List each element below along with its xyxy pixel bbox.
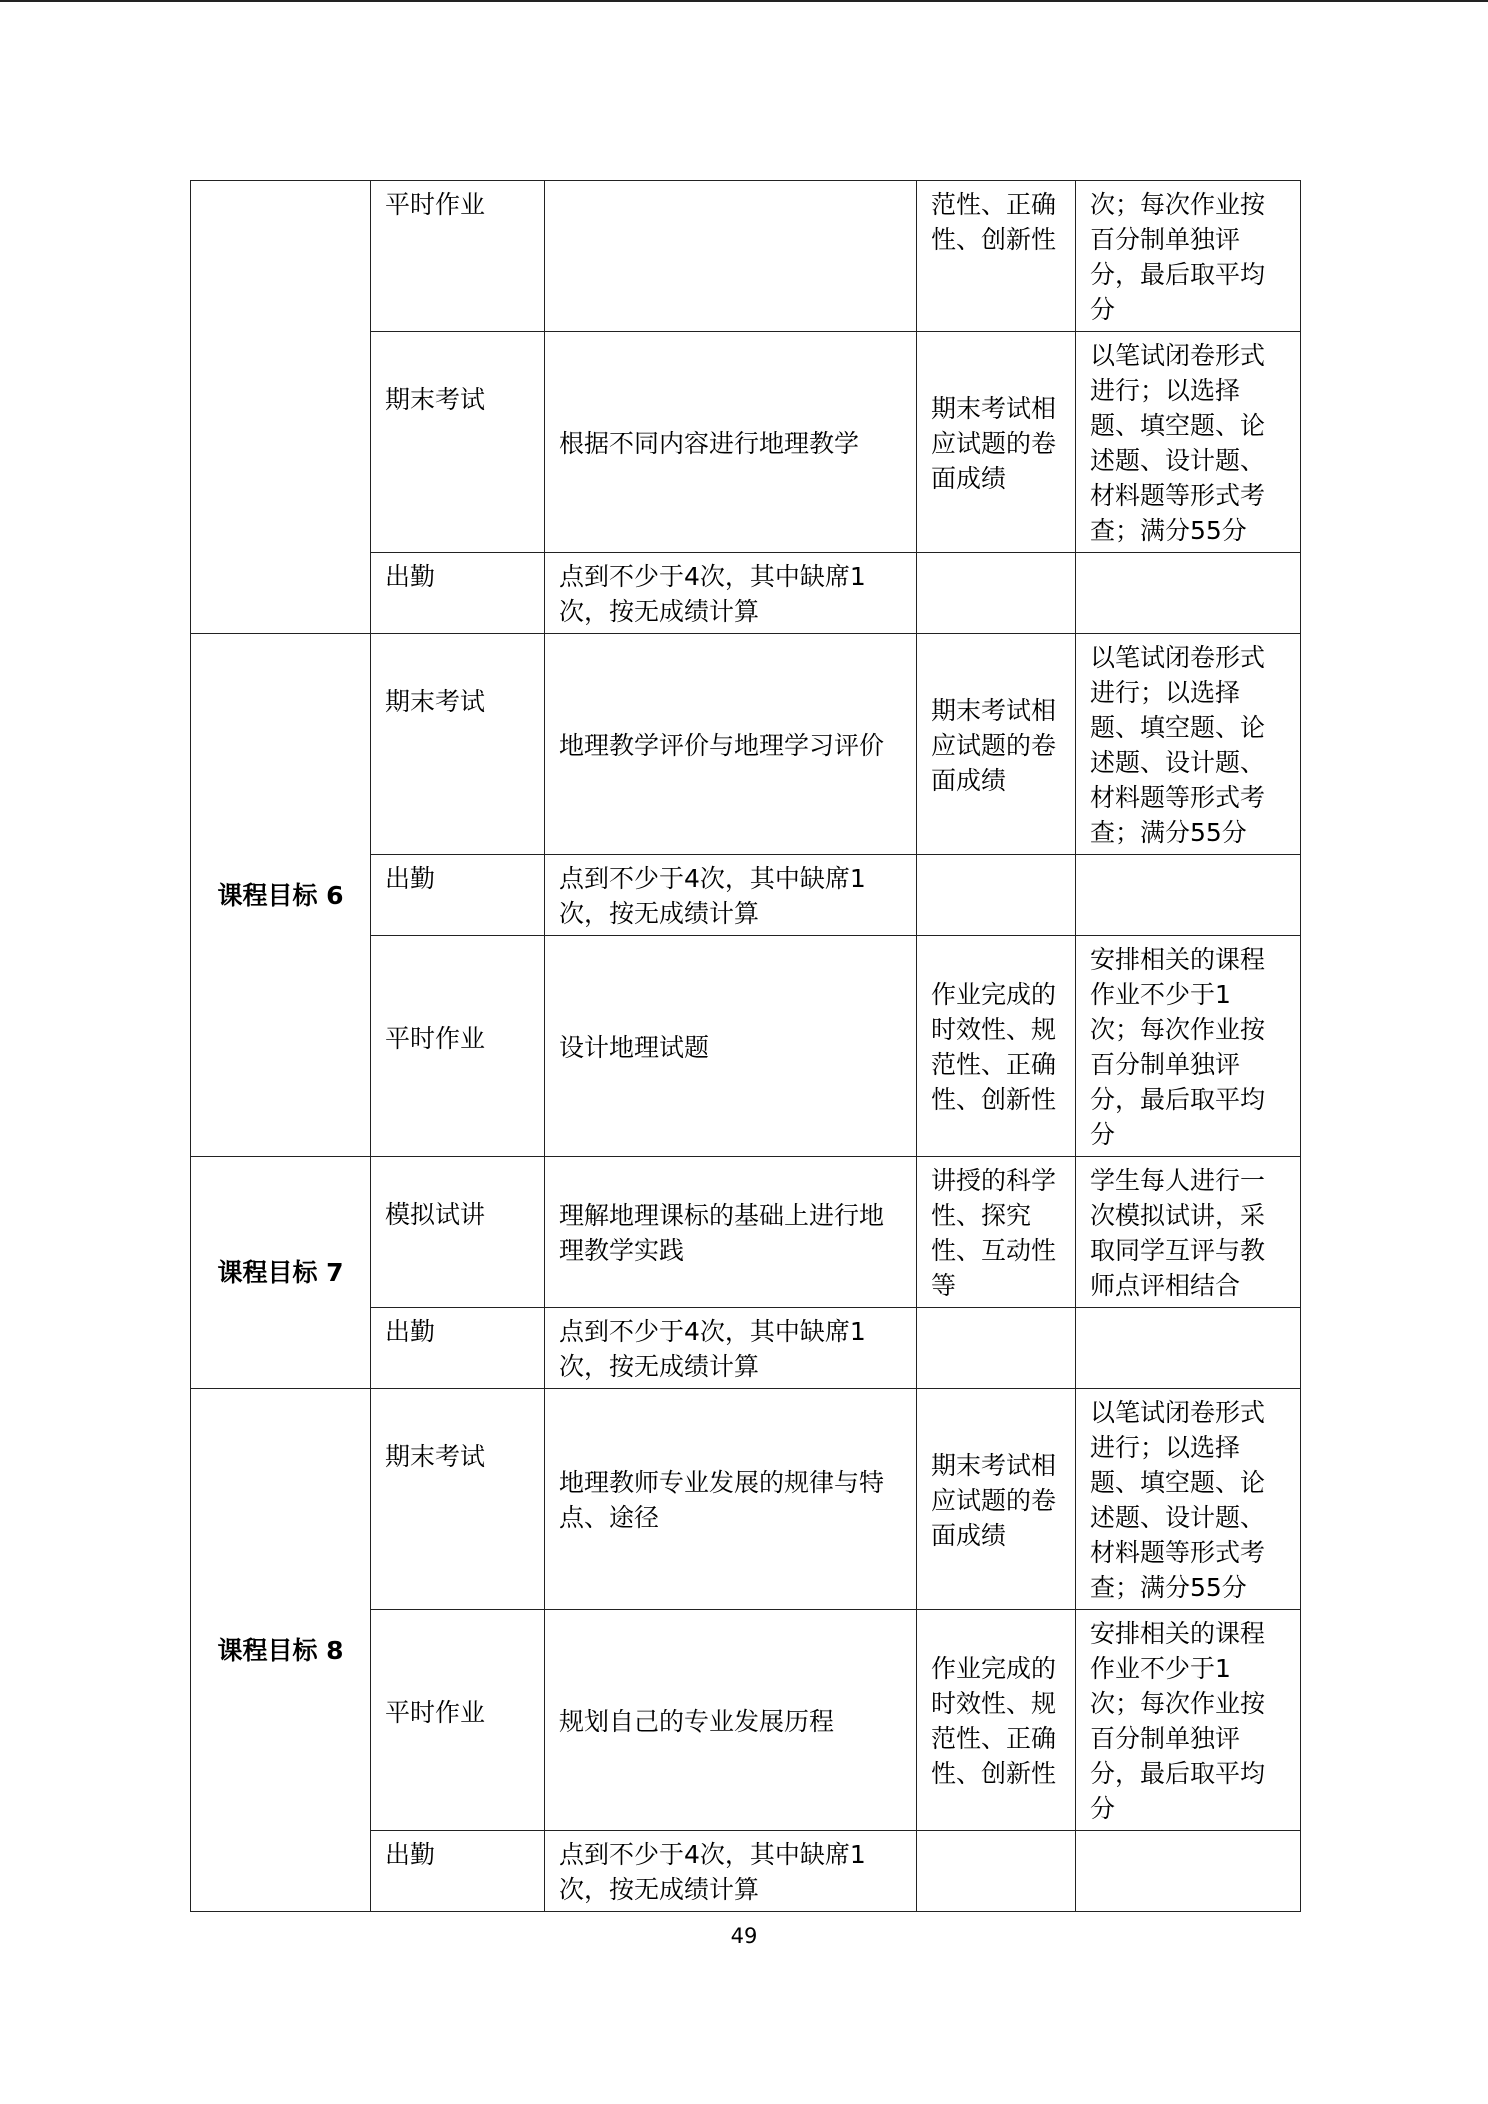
assessment-content-cell: 点到不少于4次，其中缺席1 次，按无成绩计算 [545, 855, 917, 936]
evaluation-note-cell: 学生每人进行一 次模拟试讲，采 取同学互评与教 师点评相结合 [1076, 1157, 1301, 1308]
evaluation-criteria-cell [917, 553, 1076, 634]
assessment-method-cell: 平时作业 [371, 181, 545, 332]
assessment-method-cell: 模拟试讲 [371, 1157, 545, 1308]
table-row [191, 1389, 1301, 1610]
assessment-content-cell: 理解地理课标的基础上进行地 理教学实践 [545, 1157, 917, 1308]
evaluation-criteria-cell [917, 1831, 1076, 1912]
assessment-content-cell: 点到不少于4次，其中缺席1 次，按无成绩计算 [545, 1308, 917, 1389]
assessment-method-cell: 期末考试 [371, 332, 545, 553]
evaluation-note-cell: 安排相关的课程 作业不少于1 次；每次作业按 百分制单独评 分，最后取平均 分 [1076, 1610, 1301, 1831]
assessment-method-cell: 期末考试 [371, 1389, 545, 1610]
evaluation-criteria-cell [917, 855, 1076, 936]
evaluation-note-cell [1076, 855, 1301, 936]
assessment-method-cell: 平时作业 [371, 936, 545, 1157]
evaluation-note-cell: 次；每次作业按 百分制单独评 分，最后取平均 分 [1076, 181, 1301, 332]
table-row [191, 181, 1301, 332]
evaluation-criteria-cell: 期末考试相 应试题的卷 面成绩 [917, 634, 1076, 855]
assessment-method-cell: 出勤 [371, 1308, 545, 1389]
assessment-method-cell: 期末考试 [371, 634, 545, 855]
evaluation-note-cell: 以笔试闭卷形式 进行；以选择 题、填空题、论 述题、设计题、 材料题等形式考 查；满分55分 [1076, 1389, 1301, 1610]
evaluation-criteria-cell: 期末考试相 应试题的卷 面成绩 [917, 332, 1076, 553]
evaluation-note-cell [1076, 1831, 1301, 1912]
assessment-content-cell [545, 181, 917, 332]
course-goal-6-cell: 课程目标 6 [191, 634, 371, 1157]
evaluation-note-cell: 以笔试闭卷形式 进行；以选择 题、填空题、论 述题、设计题、 材料题等形式考 查；满分55分 [1076, 634, 1301, 855]
evaluation-criteria-cell [917, 1308, 1076, 1389]
table-row [191, 1157, 1301, 1308]
assessment-content-cell: 设计地理试题 [545, 936, 917, 1157]
assessment-content-cell: 规划自己的专业发展历程 [545, 1610, 917, 1831]
assessment-content-cell: 地理教师专业发展的规律与特 点、途径 [545, 1389, 917, 1610]
assessment-method-cell: 出勤 [371, 855, 545, 936]
assessment-method-cell: 出勤 [371, 1831, 545, 1912]
assessment-method-cell: 平时作业 [371, 1610, 545, 1831]
assessment-content-cell: 点到不少于4次，其中缺席1 次，按无成绩计算 [545, 1831, 917, 1912]
evaluation-criteria-cell: 作业完成的 时效性、规 范性、正确 性、创新性 [917, 936, 1076, 1157]
page-number: 49 [730, 1924, 758, 1948]
evaluation-criteria-cell: 作业完成的 时效性、规 范性、正确 性、创新性 [917, 1610, 1076, 1831]
page-top-border [0, 0, 1488, 2]
assessment-method-cell: 出勤 [371, 553, 545, 634]
evaluation-criteria-cell: 期末考试相 应试题的卷 面成绩 [917, 1389, 1076, 1610]
assessment-content-cell: 地理教学评价与地理学习评价 [545, 634, 917, 855]
assessment-table [190, 180, 1301, 1912]
course-goal-cell-continued [191, 181, 371, 634]
assessment-content-cell: 根据不同内容进行地理教学 [545, 332, 917, 553]
course-goal-8-cell: 课程目标 8 [191, 1389, 371, 1912]
evaluation-note-cell [1076, 553, 1301, 634]
evaluation-note-cell: 以笔试闭卷形式 进行；以选择 题、填空题、论 述题、设计题、 材料题等形式考 查；满分55分 [1076, 332, 1301, 553]
evaluation-note-cell [1076, 1308, 1301, 1389]
course-goal-7-cell: 课程目标 7 [191, 1157, 371, 1389]
evaluation-note-cell: 安排相关的课程 作业不少于1 次；每次作业按 百分制单独评 分，最后取平均 分 [1076, 936, 1301, 1157]
evaluation-criteria-cell: 范性、正确 性、创新性 [917, 181, 1076, 332]
table-row [191, 634, 1301, 855]
evaluation-criteria-cell: 讲授的科学 性、探究 性、互动性 等 [917, 1157, 1076, 1308]
assessment-content-cell: 点到不少于4次，其中缺席1 次，按无成绩计算 [545, 553, 917, 634]
